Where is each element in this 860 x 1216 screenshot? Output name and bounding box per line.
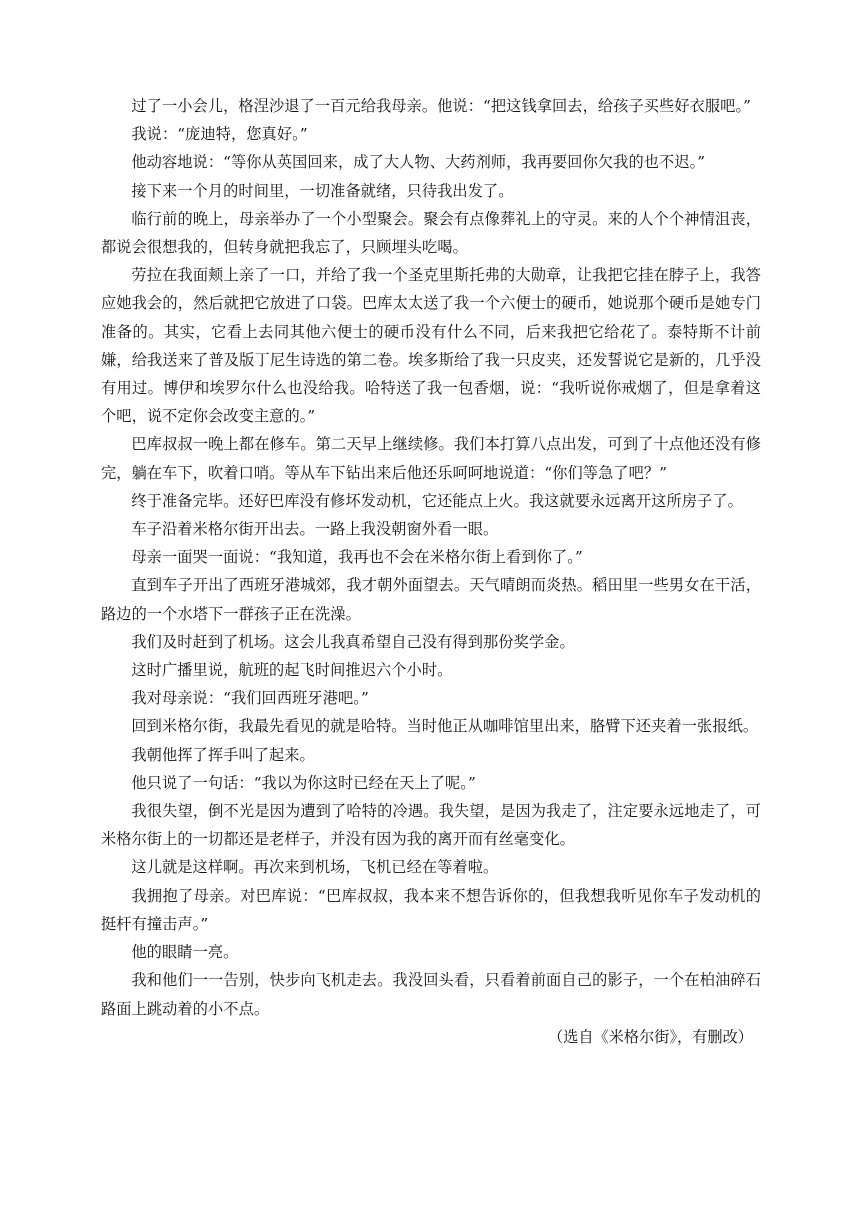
paragraph: 我拥抱了母亲。对巴库说：“巴库叔叔，我本来不想告诉你的，但我想我听见你车子发动机的挺杆有撞击声。”: [101, 886, 761, 933]
paragraph: 我和他们一一告别，快步向飞机走去。我没回头看，只看着前面自己的影子，一个在柏油碎石路面上跳动着的小不点。: [101, 971, 761, 1018]
paragraph: 我们及时赶到了机场。这会儿我真希望自己没有得到那份奖学金。: [131, 632, 575, 651]
paragraph: 我朝他挥了挥手叫了起来。: [131, 745, 315, 764]
paragraph: 他动容地说：“等你从英国回来，成了大人物、大药剂师，我再要回你欠我的也不迟。”: [131, 153, 706, 172]
document-body: [101, 92, 761, 1051]
paragraph: 我对母亲说：“我们回西班牙港吧。”: [131, 689, 369, 708]
paragraph: 他的眼睛一亮。: [131, 943, 239, 962]
paragraph: 他只说了一句话：“我以为你这时已经在天上了呢。”: [131, 773, 476, 792]
paragraph: 这时广播里说，航班的起飞时间推迟六个小时。: [131, 661, 453, 680]
paragraph: 巴库叔叔一晚上都在修车。第二天早上继续修。我们本打算八点出发，可到了十点他还没有修完，躺在车下，吹着口哨。等从车下钻出来后他还乐呵呵地说道：“你们等急了吧？”: [101, 435, 761, 482]
paragraph: 我很失望，倒不光是因为遭到了哈特的冷遇。我失望，是因为我走了，注定要永远地走了，可米格尔街上的一切都还是老样子，并没有因为我的离开而有丝毫变化。: [101, 802, 761, 849]
paragraph: 母亲一面哭一面说：“我知道，我再也不会在米格尔街上看到你了。”: [131, 548, 583, 567]
paragraph: 回到米格尔街，我最先看见的就是哈特。当时他正从咖啡馆里出来，胳臂下还夹着一张报纸。: [131, 717, 759, 736]
paragraph: 过了一小会儿，格涅沙退了一百元给我母亲。他说：“把这钱拿回去，给孩子买些好衣服吧。”: [131, 97, 752, 115]
paragraph: 我说：“庞迪特，您真好。”: [131, 125, 308, 144]
paragraph: 劳拉在我面颊上亲了一口，并给了我一个圣克里斯托弗的大勋章，让我把它挂在脖子上，我答应她我会的，然后就把它放进了口袋。巴库太太送了我一个六便士的硬币，她说那个硬币是她专门准备的。其实，它看上去同其他六便士的硬币没有什么不同，后来我把它给花了。泰特斯不计前嫌，给我送来了普及版丁尼生诗选的第二卷。埃多斯给了我一只皮夹，还发誓说它是新的，几乎没有用过。博伊和埃罗尔什么也没给我。哈特送了我一包香烟，说：“我听说你戒烟了，但是拿着这个吧，说不定你会改变主意的。”: [101, 266, 761, 426]
paragraph: 车子沿着米格尔街开出去。一路上我没朝窗外看一眼。: [131, 520, 499, 539]
paragraph: 终于准备完毕。还好巴库没有修坏发动机，它还能点上火。我这就要永远离开这所房子了。: [131, 491, 743, 510]
paragraph: 临行前的晚上，母亲举办了一个小型聚会。聚会有点像葬礼上的守灵。来的人个个神情沮丧，都说会很想我的，但转身就把我忘了，只顾埋头吃喝。: [101, 209, 761, 257]
paragraph: 这儿就是这样啊。再次来到机场，飞机已经在等着啦。: [131, 858, 499, 877]
source-citation: （选自《米格尔街》，有删改）: [547, 1027, 753, 1046]
paragraph: 接下来一个月的时间里，一切准备就绪，只待我出发了。: [131, 181, 514, 200]
paragraph: 直到车子开出了西班牙港城郊，我才朝外面望去。天气晴朗而炎热。稻田里一些男女在干活，路边的一个水塔下一群孩子正在洗澡。: [101, 576, 761, 623]
